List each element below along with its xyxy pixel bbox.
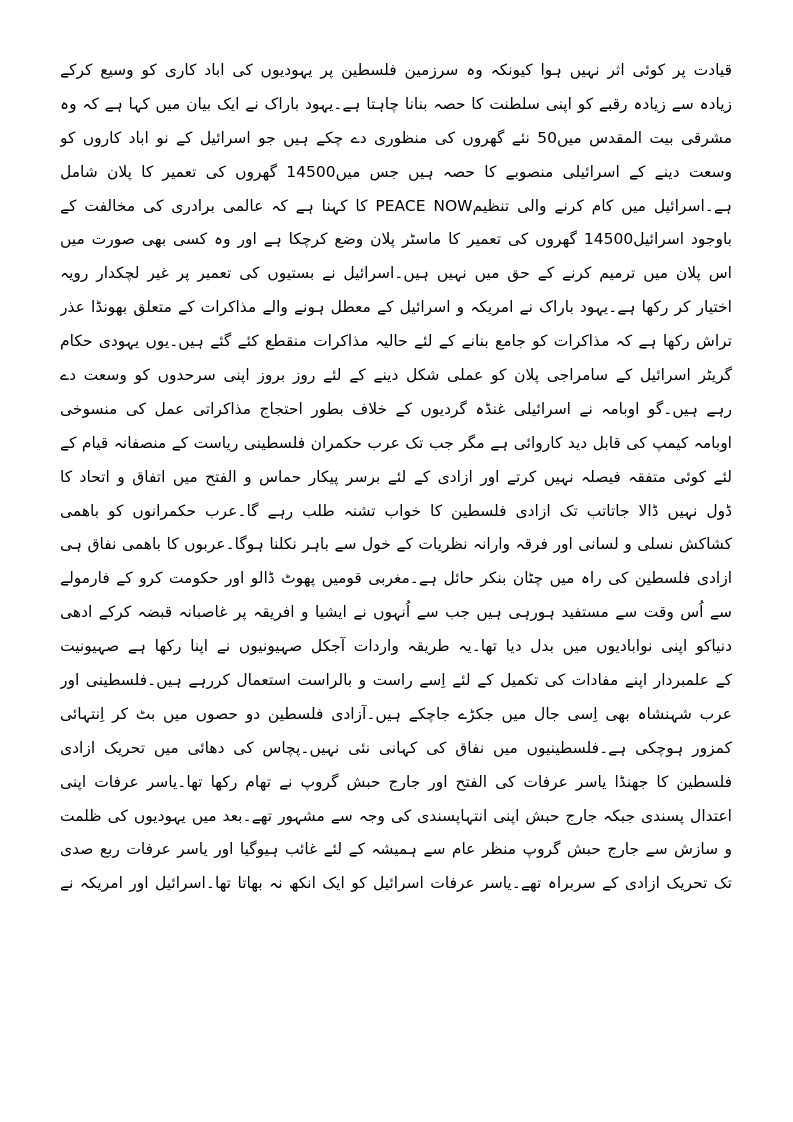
text-line: لئے کوئی متفقہ فیصلہ نہیں کرتے اور ازادی کے لئے برسر پیکار حماس و الفتح میں اتفاق و اتحاد کا <box>60 467 732 486</box>
text-line: اختیار کر رکھا ہے۔یہود باراک نے امریکہ و اسرائیل کے معطل ہونے والے مذاکرات کے متعلق بھونڈا عذر <box>60 298 732 317</box>
text-line: تراش رکھا ہے کہ مذاکرات کو جامع بنانے کے لئے حالیہ مذاکرات منقطع کئے گئے ہیں۔یوں یہودی حکام <box>60 332 732 351</box>
text-line: ازادی فلسطین کی راہ میں چٹان بنکر حائل ہے۔مغربی قومیں پھوٹ ڈالو اور حکومت کرو کے فارمولے <box>60 569 732 588</box>
text-line: سے اُس وقت سے مستفید ہورہی ہیں جب سے اُنہوں نے ایشیا و افریقہ پر غاصبانہ قبضہ کرکے ادھی <box>60 603 732 622</box>
text-line: کمزور ہوچکی ہے۔فلسطینیوں میں نفاق کی کہانی نئی نہیں۔پچاس کی دھائی میں تحریک ازادی <box>60 738 732 757</box>
text-line: گریٹر اسرائیل کے سامراجی پلان کو عملی شکل دینے کے لئے روز بروز اپنی سرحدوں کو وسعت دے <box>60 366 732 385</box>
text-line: تک تحریک ازادی کے سربراہ تھے۔یاسر عرفات اسرائیل کو ایک انکھ نہ بھاتا تھا۔اسرائیل اور امریکہ نے <box>60 874 732 893</box>
text-line: عرب شہنشاہ بھی اِسی جال میں جکڑے جاچکے ہیں۔آزادی فلسطین دو حصوں میں بٹ کر اِنتہائی <box>60 704 732 723</box>
text-line: ڈول نہیں ڈالا جاتاتب تک ازادی فلسطین کا خواب تشنہ طلب رہے گا۔عرب حکمرانوں کو باھمی <box>60 501 732 520</box>
text-line: مشرقی بیت المقدس میں50 نئے گھروں کی منظوری دے چکے ہیں جو اسرائیل کے نو اباد کاروں کو <box>60 128 732 147</box>
text-line: قیادت پر کوئی اثر نہیں ہوا کیونکہ وہ سرزمین فلسطین پر یہودیوں کی اباد کاری کو وسیع کرکے <box>60 61 732 79</box>
text-line: اس پلان میں ترمیم کرنے کے حق میں نہیں ہیں۔اسرائیل نے بستیوں کی تعمیر پر غیر لچکدار رویہ <box>60 264 732 283</box>
text-line: و سازش سے جارج حبش گروپ منظر عام سے ہمیشہ کے لئے غائب ہیوگیا اور یاسر عرفات ربع صدی <box>60 840 732 859</box>
text-line: اوبامہ کیمپ کی قابل دید کاروائی ہے مگر جب تک عرب حکمران فلسطینی ریاست کے منصفانہ قیام کے <box>60 433 732 452</box>
text-line: کشاکش نسلی و لسانی اور فرقہ وارانہ نظریات کے خول سے باہر نکلنا ہوگا۔عربوں کا باھمی نفاق ہی <box>60 535 732 554</box>
text-line: رہے ہیں۔گو اوبامہ نے اسرائیلی غنڈہ گردیوں کے خلاف بطور احتجاج مذاکراتی عمل کی منسوخی <box>60 399 732 418</box>
document-body <box>60 54 732 901</box>
text-line: ہے۔اسرائیل میں کام کرنے والی تنظیمPEACE NOW کا کہنا ہے کہ عالمی برادری کی مخالفت کے <box>60 196 732 215</box>
text-line: کے علمبردار اپنے مفادات کی تکمیل کے لئے اِسے راست و بالراست استعمال کررہے ہیں۔فلسطینی اور <box>60 671 732 690</box>
text-line: باوجود اسرائیل14500 گھروں کی تعمیر کا ماسٹر پلان وضع کرچکا ہے اور وہ کسی بھی صورت میں <box>60 230 732 249</box>
text-line: اعتدال پسندی جبکہ جارج حبش اپنی انتہاپسندی کی وجہ سے مشہور تھے۔بعد میں یہودیوں کی ظلمت <box>60 806 732 825</box>
text-line: دنیاکو اپنی نوابادیوں میں بدل دیا تھا۔یہ طریقہ واردات آجکل صہیونیوں نے اپنا رکھا ہے صہیونیت <box>60 637 732 656</box>
text-line: فلسطین کا جھنڈا یاسر عرفات کی الفتح اور جارج حبش گروپ نے تھام رکھا تھا۔یاسر عرفات اپنی <box>60 772 732 791</box>
text-line: زیادہ سے زیادہ رقبے کو اپنی سلطنت کا حصہ بنانا چاہتا ہے۔یہود باراک نے ایک بیان میں کہا ہے کہ وہ <box>60 94 732 113</box>
text-line: وسعت دینے کے اسرائیلی منصوبے کا حصہ ہیں جس میں14500 گھروں کی تعمیر کا پلان شامل <box>60 162 732 181</box>
